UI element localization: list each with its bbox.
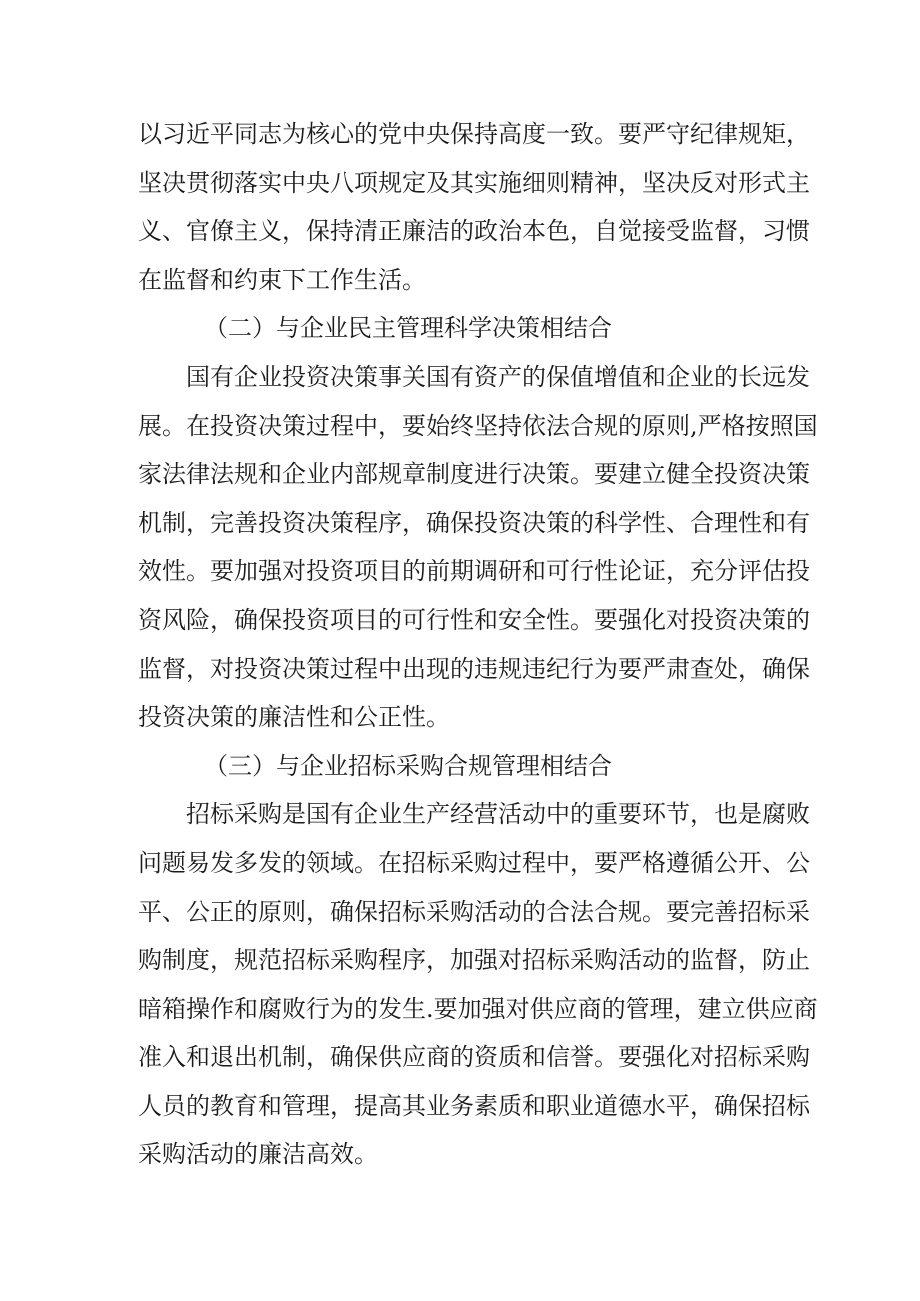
- body-text-line: 投资决策的廉洁性和公正性。: [138, 703, 450, 732]
- body-text-line: 以习近平同志为核心的党中央保持高度一致。要严守纪律规矩，: [138, 120, 810, 148]
- body-text-line: 效性。要加强对投资项目的前期调研和可行性论证，充分评估投: [138, 557, 810, 586]
- body-text-line: 暗箱操作和腐败行为的发生.要加强对供应商的管理，建立供应商: [138, 994, 818, 1023]
- body-text-line: 义、官僚主义，保持清正廉洁的政治本色，自觉接受监督，习惯: [138, 217, 810, 246]
- body-text-line: 坚决贯彻落实中央八项规定及其实施细则精神，坚决反对形式主: [138, 168, 810, 197]
- body-text-line: 展。在投资决策过程中，要始终坚持依法合规的原则,严格按照国: [138, 411, 818, 440]
- body-text-line: 准入和退出机制，确保供应商的资质和信誉。要强化对招标采购: [138, 1043, 810, 1072]
- document-body: [138, 110, 818, 1179]
- body-text-line: 采购活动的廉洁高效。: [138, 1140, 378, 1169]
- paragraph-first-line: 招标采购是国有企业生产经营活动中的重要环节，也是腐败: [186, 800, 810, 829]
- body-text-line: 问题易发多发的领域。在招标采购过程中，要严格遵循公开、公: [138, 848, 810, 877]
- body-text-line: 购制度，规范招标采购程序，加强对招标采购活动的监督，防止: [138, 946, 810, 975]
- body-text-line: 人员的教育和管理，提高其业务素质和职业道德水平，确保招标: [138, 1091, 810, 1120]
- body-text-line: 在监督和约束下工作生活。: [138, 265, 426, 294]
- body-text-line: 平、公正的原则，确保招标采购活动的合法合规。要完善招标采: [138, 897, 810, 926]
- body-text-line: 机制，完善投资决策程序，确保投资决策的科学性、合理性和有: [138, 508, 810, 537]
- paragraph-first-line: 国有企业投资决策事关国有资产的保值增值和企业的长远发: [186, 362, 810, 391]
- body-text-line: 家法律法规和企业内部规章制度进行决策。要建立健全投资决策: [138, 460, 810, 489]
- body-text-line: 资风险，确保投资项目的可行性和安全性。要强化对投资决策的: [138, 605, 810, 634]
- body-text-line: 监督，对投资决策过程中出现的违规违纪行为要严肃查处，确保: [138, 654, 810, 683]
- section-heading-2: （二）与企业民主管理科学决策相结合: [204, 314, 612, 343]
- section-heading-3: （三）与企业招标采购合规管理相结合: [204, 751, 612, 780]
